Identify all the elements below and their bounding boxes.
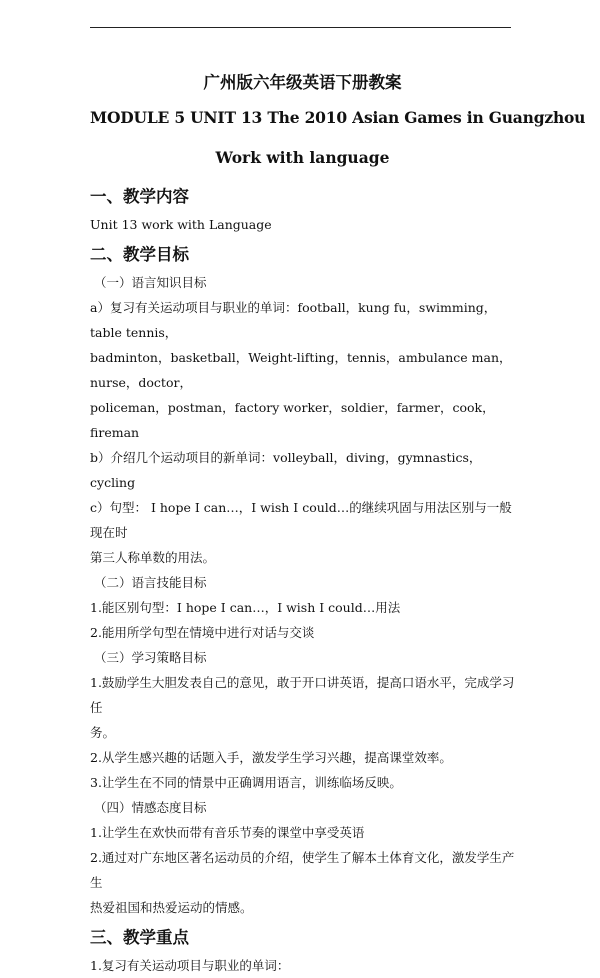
objective-line: 2.从学生感兴趣的话题入手，激发学生学习兴趣，提高课堂效率。 [90, 750, 452, 765]
key-point-line: 1.复习有关运动项目与职业的单词： [90, 958, 290, 973]
objective-line: policeman，postman，factory worker，soldier，farmer，cook，fireman [90, 400, 495, 440]
objective-line: a）复习有关运动项目与职业的单词：football，kung fu，swimming，table tennis， [90, 300, 497, 340]
objective-line: 1.鼓励学生大胆发表自己的意见，敢于开口讲英语，提高口语水平，完成学习任 [90, 675, 515, 715]
objective-line: badminton，basketball，Weight-lifting，tennis，ambulance man，nurse，doctor， [90, 350, 512, 390]
objective-line: 务。 [90, 725, 116, 740]
objective-line: 1.能区别句型：I hope I can…，I wish I could…用法 [90, 600, 401, 615]
heading-teaching-content: 一、教学内容 [90, 187, 189, 206]
section-title: Work with language [215, 148, 390, 167]
objective-line: 2.能用所学句型在情境中进行对话与交谈 [90, 625, 315, 640]
objective-line: 1.让学生在欢快而带有音乐节奏的课堂中享受英语 [90, 825, 365, 840]
objective-line: 热爱祖国和热爱运动的情感。 [90, 900, 253, 915]
objective-line: b）介绍几个运动项目的新单词：volleyball，diving，gymnastics，cycling [90, 450, 482, 490]
objective-group-learning-strategy: （三）学习策略目标 [94, 650, 207, 665]
heading-teaching-objectives: 二、教学目标 [90, 245, 189, 264]
module-title: MODULE 5 UNIT 13 The 2010 Asian Games in Guangzhou [90, 108, 586, 127]
objective-line: 第三人称单数的用法。 [90, 550, 216, 565]
document-title: 广州版六年级英语下册教案 [203, 73, 402, 92]
objective-line: c）句型： I hope I can…，I wish I could…的继续巩固与用法区别与一般现在时 [90, 500, 512, 540]
heading-teaching-key-points: 三、教学重点 [90, 928, 189, 947]
objective-group-attitude: （四）情感态度目标 [94, 800, 207, 815]
objective-line: 3.让学生在不同的情景中正确调用语言，训练临场反映。 [90, 775, 402, 790]
objective-group-language-knowledge: （一）语言知识目标 [94, 275, 207, 290]
objective-line: 2.通过对广东地区著名运动员的介绍，使学生了解本土体育文化，激发学生产生 [90, 850, 515, 890]
lesson-plan-document [90, 68, 586, 978]
teaching-content-text: Unit 13 work with Language [90, 217, 272, 232]
header-rule [90, 27, 511, 28]
objective-group-language-skills: （二）语言技能目标 [94, 575, 207, 590]
